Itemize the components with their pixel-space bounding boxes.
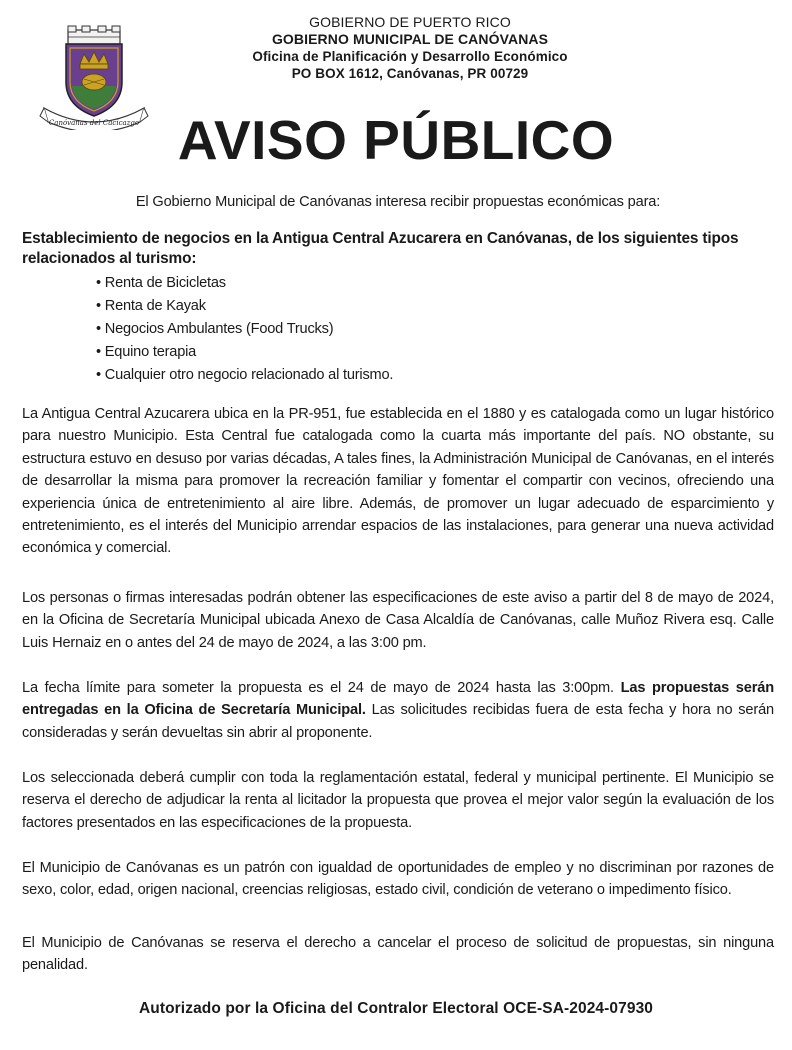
letterhead-line-1: GOBIERNO DE PUERTO RICO bbox=[309, 14, 511, 30]
list-item: • Equino terapia bbox=[96, 341, 393, 364]
paragraph-regulations: Los seleccionada deberá cumplir con toda la reglamentación estatal, federal y municipal pertinente. El Municipio se reserva el derecho de adjudicar la renta al licitador la propuesta que provea el mejor valor según la evaluación de los factores presentados en las especificaciones de la propuesta. bbox=[22, 770, 774, 831]
section-heading: Establecimiento de negocios en la Antigua Central Azucarera en Canóvanas, de los siguientes tipos relacionados al turismo: bbox=[22, 230, 739, 267]
list-item: • Negocios Ambulantes (Food Trucks) bbox=[96, 318, 393, 341]
paragraph-deadline bbox=[22, 677, 774, 744]
paragraph-cancellation: El Municipio de Canóvanas se reserva el derecho a cancelar el proceso de solicitud de propuestas, sin ninguna penalidad. bbox=[22, 935, 774, 974]
deadline-text: La fecha límite para someter la propuesta es el 24 de mayo de 2024 hasta las 3:00pm. bbox=[22, 680, 621, 696]
seal-motto: Canóvanas del Cacicazgo bbox=[48, 119, 140, 127]
paragraph-history: La Antigua Central Azucarera ubica en la PR-951, fue establecida en el 1880 y es catalogada como un lugar histórico para nuestro Municipio. Esta Central fue catalogada como la cuarta más importante del país. NO obstante, su estructura estuvo en desuso por varias décadas, A tales fines, la Administración Municipal de Canóvanas, en el interés de desarrollar la misma para promover la recreación familiar y fomentar el compartir con vecinos, ofreciendo una experiencia única de entretenimiento al aire libre. Además, de promover un lugar adecuado de esparcimiento y entretenimiento, es el interés del Municipio arrendar espacios de las instalaciones, para generar una nueva actividad económica y comercial. bbox=[22, 406, 774, 557]
letterhead-line-4: PO BOX 1612, Canóvanas, PR 00729 bbox=[291, 66, 529, 81]
footer-authorization: Autorizado por la Oficina del Contralor Electoral OCE-SA-2024-07930 bbox=[138, 1000, 654, 1017]
intro-text: El Gobierno Municipal de Canóvanas interesa recibir propuestas económicas para: bbox=[135, 194, 661, 210]
page-title: AVISO PÚBLICO bbox=[177, 109, 615, 171]
deadline-bold-text: Las propuestas serán entregadas en la Oficina de Secretaría Municipal. bbox=[22, 680, 774, 719]
paragraph-specifications: Los personas o firmas interesadas podrán obtener las especificaciones de este aviso a partir del 8 de mayo de 2024, en la Oficina de Secretaría Municipal ubicada Anexo de Casa Alcaldía de Canóvanas, calle Muñoz Rivera esq. Calle Luis Hernaiz en o antes del 24 de mayo de 2024, a las 3:00 pm. bbox=[22, 590, 774, 651]
list-item: • Renta de Bicicletas bbox=[96, 272, 393, 295]
letterhead-line-2: GOBIERNO MUNICIPAL DE CANÓVANAS bbox=[271, 31, 549, 47]
business-type-list bbox=[96, 272, 393, 387]
paragraph-equal-opportunity: El Municipio de Canóvanas es un patrón con igualdad de oportunidades de empleo y no discriminan por razones de sexo, color, edad, origen nacional, creencias religiosas, estado civil, condición de veterano o impedimento físico. bbox=[22, 860, 774, 899]
list-item: • Renta de Kayak bbox=[96, 295, 393, 318]
letterhead-line-3: Oficina de Planificación y Desarrollo Económico bbox=[252, 49, 568, 64]
list-item: • Cualquier otro negocio relacionado al turismo. bbox=[96, 364, 393, 387]
letterhead bbox=[200, 14, 620, 82]
deadline-text-end: Las solicitudes recibidas fuera de esta fecha y hora no serán consideradas y serán devueltas sin abrir al proponente. bbox=[22, 702, 775, 741]
